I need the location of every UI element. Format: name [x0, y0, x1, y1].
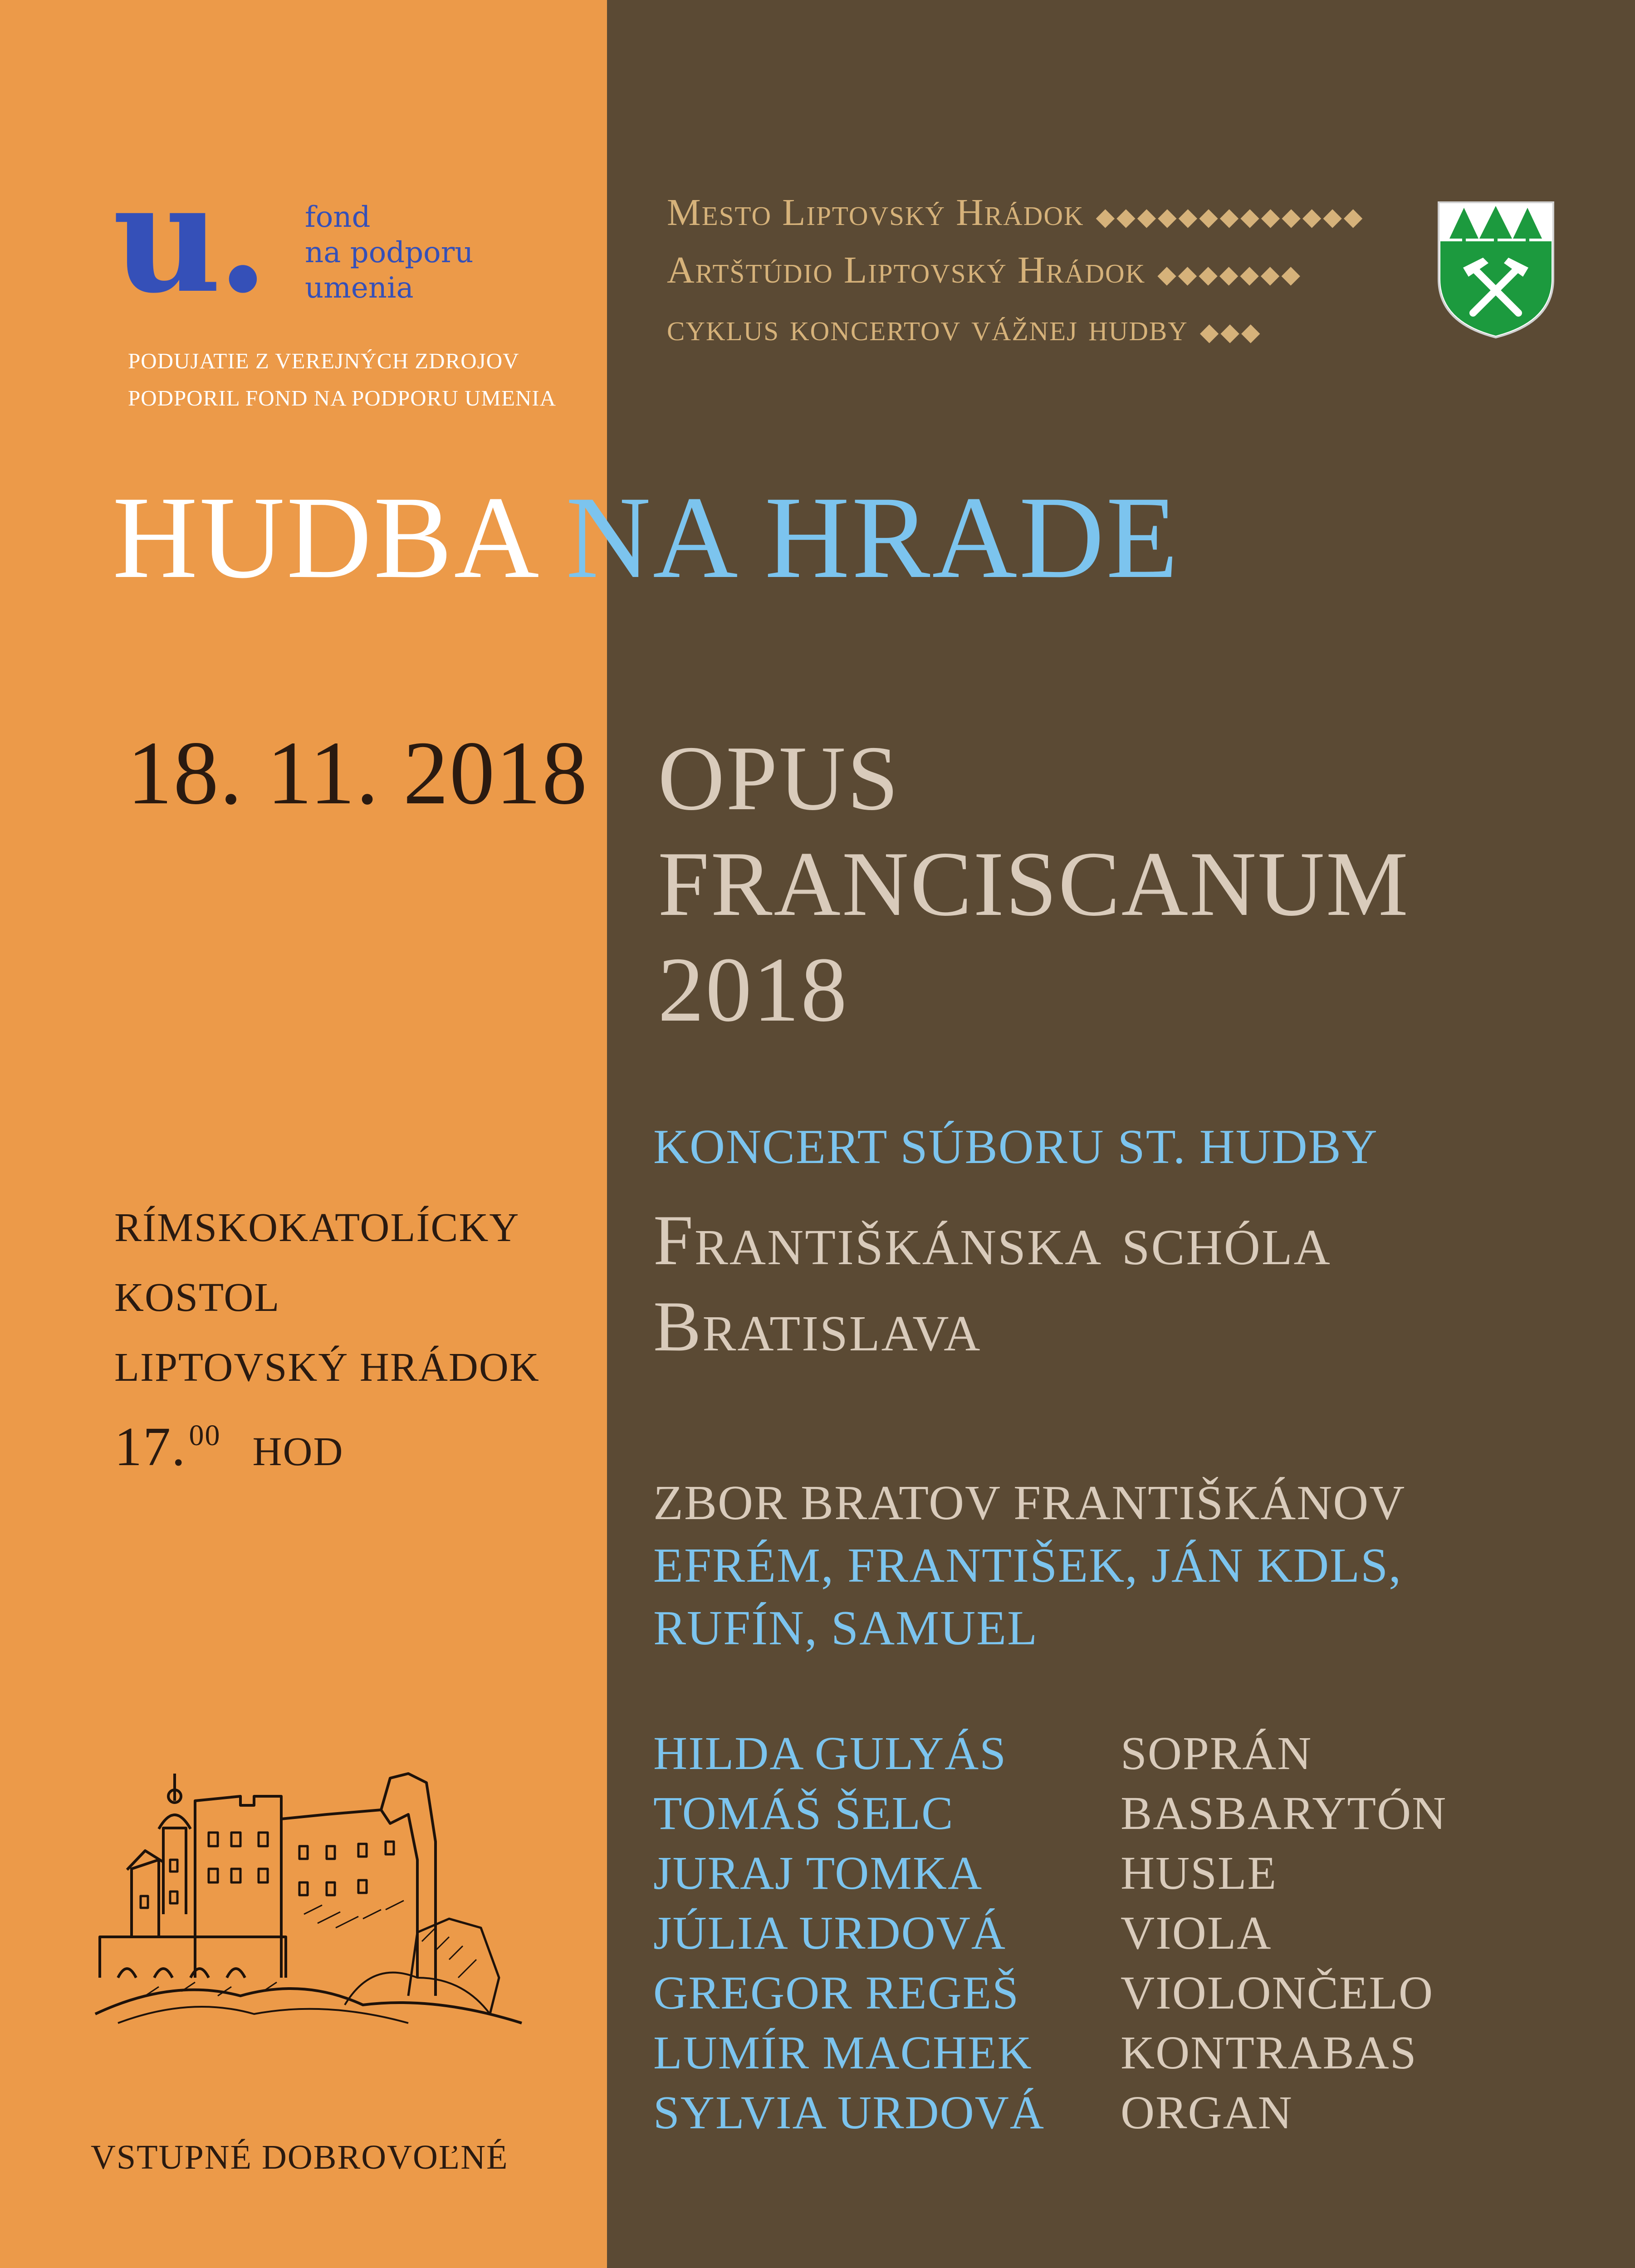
- concert-name-line: 2018: [658, 938, 848, 1041]
- performer-name: JÚLIA URDOVÁ: [653, 1907, 1006, 1959]
- time-minutes: 00: [189, 1419, 221, 1452]
- performer-name: LUMÍR MACHEK: [653, 2027, 1033, 2079]
- choir-title: ZBOR BRATOV FRANTIŠKÁNOV: [653, 1476, 1406, 1530]
- diamond-dots-icon: ◆◆◆◆◆◆◆◆◆◆◆◆◆: [1096, 203, 1365, 230]
- time-unit: HOD: [252, 1429, 344, 1474]
- organizer-line: [667, 244, 1364, 301]
- organizer-text: Artštúdio Liptovský Hrádok: [667, 249, 1146, 291]
- ensemble-name-line: Františkánska schóla: [653, 1201, 1331, 1280]
- venue: [114, 1193, 540, 1487]
- performer-name: SYLVIA URDOVÁ: [653, 2087, 1045, 2139]
- diamond-dots-icon: ◆◆◆: [1199, 318, 1262, 346]
- organizer-line: [667, 301, 1364, 359]
- event-title-part: HUDBA: [113, 472, 535, 603]
- organizer-text: cyklus koncertov vážnej hudby: [667, 307, 1188, 349]
- event-time: [114, 1401, 540, 1487]
- choir-members: EFRÉM, FRANTIŠEK, JÁN KDLS,: [653, 1539, 1402, 1593]
- performer-role: ORGAN: [1121, 2087, 1293, 2139]
- fund-name: [305, 200, 474, 306]
- performer-role: VIOLONČELO: [1121, 1967, 1434, 2019]
- fund-support-note: [128, 342, 556, 417]
- performer-name: TOMÁŠ ŠELC: [653, 1787, 954, 1839]
- event-title: [113, 472, 1180, 603]
- performer-name: JURAJ TOMKA: [653, 1847, 983, 1899]
- organizer-text: Mesto Liptovský Hrádok: [667, 191, 1084, 234]
- fund-name-line: na podporu: [305, 236, 474, 269]
- venue-line: KOSTOL: [114, 1275, 280, 1320]
- performer-name: HILDA GULYÁS: [653, 1727, 1007, 1779]
- ensemble-name-line: Bratislava: [653, 1287, 982, 1366]
- performer-role: KONTRABAS: [1121, 2027, 1417, 2079]
- time-hour: 17.: [114, 1416, 186, 1477]
- organizer-line: [667, 186, 1364, 244]
- venue-line: LIPTOVSKÝ HRÁDOK: [114, 1345, 540, 1390]
- organizers: [667, 186, 1364, 359]
- fund-logo-icon: u.: [113, 150, 264, 326]
- ensemble-name: [653, 1198, 1331, 1370]
- fund-note-line: PODPORIL FOND NA PODPORU UMENIA: [128, 386, 556, 411]
- performer-role: BASBARYTÓN: [1121, 1787, 1447, 1839]
- choir-members: RUFÍN, SAMUEL: [653, 1601, 1038, 1655]
- performer-name: GREGOR REGEŠ: [653, 1967, 1019, 2019]
- event-date: 18. 11. 2018: [127, 723, 588, 823]
- performer-role: HUSLE: [1121, 1847, 1278, 1899]
- entry-fee-note: VSTUPNÉ DOBROVOĽNÉ: [91, 2138, 509, 2176]
- venue-line: RÍMSKOKATOLÍCKY: [114, 1205, 520, 1250]
- ensemble-subtitle: KONCERT SÚBORU ST. HUDBY: [653, 1120, 1378, 1174]
- fund-note-line: PODUJATIE Z VEREJNÝCH ZDROJOV: [128, 348, 519, 373]
- event-title-part: NA HRADE: [566, 472, 1180, 603]
- performer-role: SOPRÁN: [1121, 1727, 1312, 1779]
- concert-name-line: OPUS: [658, 727, 900, 830]
- diamond-dots-icon: ◆◆◆◆◆◆◆: [1157, 261, 1302, 288]
- concert-name: [658, 726, 1410, 1043]
- performer-role: VIOLA: [1121, 1907, 1272, 1959]
- fund-name-line: umenia: [305, 271, 414, 305]
- fund-name-line: fond: [305, 200, 371, 234]
- concert-name-line: FRANCISCANUM: [658, 833, 1410, 935]
- choir: [653, 1472, 1405, 1660]
- coat-of-arms-icon: [1436, 200, 1556, 340]
- castle-icon: [91, 1724, 526, 2041]
